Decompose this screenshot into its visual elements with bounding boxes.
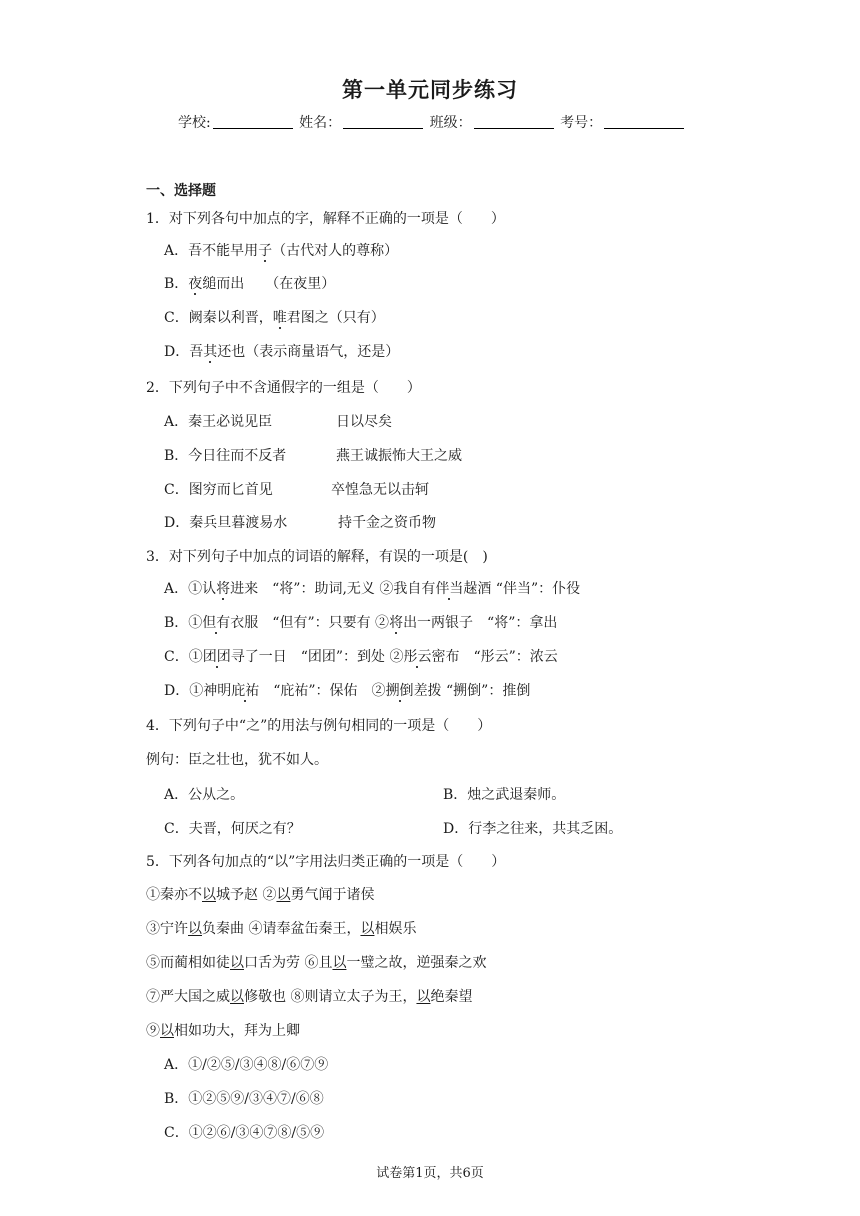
underlined-yi: 以 bbox=[360, 921, 375, 937]
option-label: D． bbox=[164, 683, 190, 699]
underlined-yi: 以 bbox=[202, 887, 216, 903]
name-label: 姓名： bbox=[299, 115, 342, 131]
question-2-option-c-second: 卒惶急无以击轲 bbox=[331, 482, 429, 498]
option-text: ① bbox=[188, 649, 203, 665]
question-3-option-d[interactable] bbox=[164, 680, 530, 700]
option-text: 图穷而匕首见 bbox=[188, 482, 273, 498]
underlined-yi: 以 bbox=[276, 887, 291, 903]
question-2-stem: 2．下列句子中不含通假字的一组是（ ） bbox=[146, 380, 421, 396]
option-text: 进来 “将”：助词,无义 ②我自有 bbox=[230, 581, 436, 597]
question-4-option-a[interactable]: A．公从之。 bbox=[164, 787, 245, 803]
option-text: 还也（表示商量语气，还是） bbox=[217, 344, 400, 360]
question-5-stem: 5．下列各句加点的“以”字用法归类正确的一项是（ ） bbox=[146, 854, 506, 870]
option-text: 缒而出 （在夜里） bbox=[202, 276, 336, 292]
option-label: B． bbox=[164, 448, 189, 464]
dotted-char: 子 bbox=[258, 243, 273, 259]
dotted-word: 团团 bbox=[202, 649, 231, 665]
sentence-text: 城予赵 ② bbox=[216, 887, 277, 903]
dotted-word: 将 bbox=[389, 615, 404, 631]
sentence-text: 相如功大，拜为上卿 bbox=[174, 1023, 300, 1039]
option-label: A． bbox=[164, 243, 189, 259]
dotted-char: 其 bbox=[203, 344, 218, 360]
exam-number-label: 考号： bbox=[560, 115, 603, 131]
dotted-char: 夜 bbox=[188, 276, 203, 292]
option-text: 秦王必说见臣 bbox=[188, 414, 273, 430]
question-4-option-b[interactable]: B．烛之武退秦师。 bbox=[443, 787, 566, 803]
school-blank[interactable] bbox=[213, 114, 293, 129]
question-4-option-d[interactable]: D．行李之往来，共其乏困。 bbox=[443, 821, 623, 837]
option-text: 阙秦以利晋， bbox=[188, 310, 273, 326]
option-text: ① bbox=[188, 615, 203, 631]
section-heading: 一、选择题 bbox=[146, 183, 216, 199]
option-text: 寻了一日 “团团”：到处 ② bbox=[230, 649, 404, 665]
page-title: 第一单元同步练习 bbox=[342, 77, 518, 102]
question-5-sentence-9 bbox=[146, 1020, 300, 1040]
option-label: D． bbox=[164, 515, 190, 531]
sentence-text: 修敬也 ⑧则请立太子为王， bbox=[244, 989, 417, 1005]
sentence-text: 相娱乐 bbox=[374, 921, 417, 937]
question-3-option-c[interactable] bbox=[164, 646, 558, 666]
option-text: 君图之（只有） bbox=[286, 310, 385, 326]
page-footer: 试卷第1页，共6页 bbox=[376, 1166, 484, 1181]
option-text: 吾不能早用 bbox=[188, 243, 259, 259]
question-5-sentence-7-8 bbox=[146, 986, 472, 1006]
option-label: A． bbox=[164, 581, 189, 597]
dotted-char: 唯 bbox=[272, 310, 287, 326]
question-1-option-a[interactable] bbox=[164, 240, 398, 260]
question-5-option-c[interactable]: C．①②⑥/③④⑦⑧/⑤⑨ bbox=[164, 1125, 325, 1141]
sentence-text: 一璧之故，逆强秦之欢 bbox=[346, 955, 487, 971]
option-text: 密布 “彤云”：浓云 bbox=[431, 649, 558, 665]
question-2-option-d[interactable] bbox=[164, 512, 287, 532]
sentence-text: ③宁许 bbox=[146, 921, 188, 937]
underlined-yi: 以 bbox=[230, 989, 244, 1005]
question-1-option-d[interactable] bbox=[164, 341, 399, 361]
question-3-option-b[interactable] bbox=[164, 612, 557, 632]
option-label: B． bbox=[164, 276, 189, 292]
question-3-option-a[interactable] bbox=[164, 578, 580, 598]
sentence-text: 绝秦望 bbox=[430, 989, 473, 1005]
option-text: 出一两银子 “将”：拿出 bbox=[403, 615, 558, 631]
question-5-sentence-3-4 bbox=[146, 918, 416, 938]
question-2-option-a[interactable] bbox=[164, 411, 272, 431]
question-5-option-a[interactable]: A．①/②⑤/③④⑧/⑥⑦⑨ bbox=[164, 1057, 329, 1073]
exam-number-blank[interactable] bbox=[604, 114, 684, 129]
dotted-word: 但有 bbox=[202, 615, 231, 631]
sentence-text: ⑨ bbox=[146, 1023, 160, 1039]
question-4-stem: 4．下列句子中“之”的用法与例句相同的一项是（ ） bbox=[146, 718, 492, 734]
question-1-option-b[interactable] bbox=[164, 273, 335, 293]
question-2-option-b-second: 燕王诚振怖大王之威 bbox=[336, 448, 462, 464]
dotted-word: 彤云 bbox=[403, 649, 432, 665]
option-label: D． bbox=[164, 344, 190, 360]
option-text: ①神明 bbox=[189, 683, 232, 699]
dotted-word: 伴当 bbox=[435, 581, 464, 597]
dotted-word: 搠倒 bbox=[385, 683, 414, 699]
question-2-option-b[interactable] bbox=[164, 445, 286, 465]
question-3-stem: 3．对下列句子中加点的词语的解释，有误的一项是( ) bbox=[146, 549, 488, 565]
option-label: C． bbox=[164, 649, 189, 665]
option-text: 吾 bbox=[189, 344, 204, 360]
sentence-text: 勇气闻于诸侯 bbox=[290, 887, 375, 903]
class-blank[interactable] bbox=[474, 114, 554, 129]
sentence-text: ⑦严大国之威 bbox=[146, 989, 230, 1005]
question-4-option-c[interactable]: C．夫晋，何厌之有？ bbox=[164, 821, 301, 837]
option-text: “庇祐”：保佑 ② bbox=[259, 683, 386, 699]
underlined-yi: 以 bbox=[416, 989, 431, 1005]
option-text: 秦兵旦暮渡易水 bbox=[189, 515, 288, 531]
question-5-sentence-5-6 bbox=[146, 952, 486, 972]
option-text: ①认 bbox=[188, 581, 217, 597]
option-label: C． bbox=[164, 310, 189, 326]
question-1-option-c[interactable] bbox=[164, 307, 385, 327]
underlined-yi: 以 bbox=[230, 955, 244, 971]
option-label: C． bbox=[164, 482, 189, 498]
name-blank[interactable] bbox=[343, 114, 423, 129]
underlined-yi: 以 bbox=[332, 955, 347, 971]
question-2-option-d-second: 持千金之资币物 bbox=[338, 515, 436, 531]
student-info-line bbox=[178, 112, 686, 132]
underlined-yi: 以 bbox=[160, 1023, 174, 1039]
class-label: 班级： bbox=[429, 115, 472, 131]
school-label: 学校: bbox=[178, 115, 211, 131]
question-5-sentence-1-2 bbox=[146, 884, 374, 904]
question-1-stem: 1．对下列各句中加点的字，解释不正确的一项是（ ） bbox=[146, 211, 505, 227]
sentence-text: 口舌为劳 ⑥且 bbox=[244, 955, 333, 971]
question-4-example: 例句：臣之壮也，犹不如人。 bbox=[146, 752, 328, 768]
question-5-option-b[interactable]: B．①②⑤⑨/③④⑦/⑥⑧ bbox=[164, 1091, 324, 1107]
dotted-word: 庇祐 bbox=[231, 683, 260, 699]
sentence-text: ⑤而蔺相如徒 bbox=[146, 955, 230, 971]
option-text: 差拨 “搠倒”：推倒 bbox=[413, 683, 531, 699]
option-label: A． bbox=[164, 414, 189, 430]
dotted-word: 将 bbox=[216, 581, 231, 597]
option-text: 趓酒 “伴当”：仆役 bbox=[463, 581, 581, 597]
underlined-yi: 以 bbox=[188, 921, 202, 937]
sentence-text: ①秦亦不 bbox=[146, 887, 202, 903]
sentence-text: 负秦曲 ④请奉盆缶秦王， bbox=[202, 921, 361, 937]
question-2-option-c[interactable] bbox=[164, 479, 273, 499]
option-text: 今日往而不反者 bbox=[188, 448, 287, 464]
option-text: （古代对人的尊称） bbox=[272, 243, 399, 259]
option-text: 衣服 “但有”：只要有 ② bbox=[230, 615, 390, 631]
question-2-option-a-second: 日以尽矣 bbox=[336, 414, 392, 430]
option-label: B． bbox=[164, 615, 189, 631]
